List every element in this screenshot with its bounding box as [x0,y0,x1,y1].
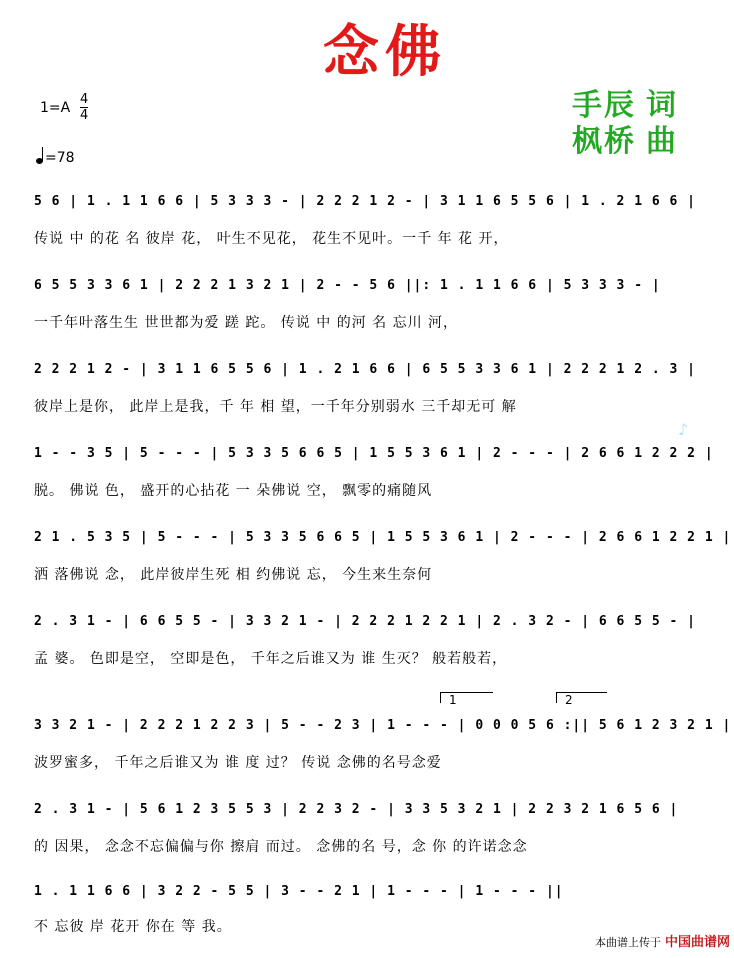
score-music-line: 5 6 | 1 . 1 1 6 6 | 5 3 3 3 - | 2 2 2 1 2 - | 3 1 1 6 5 5 6 | 1 . 2 1 6 6 | [34,194,696,209]
score-music-line: 2 . 3 1 - | 5 6 1 2 3 5 5 3 | 2 2 3 2 - | 3 3 5 3 2 1 | 2 2 3 2 1 6 5 6 | [34,802,679,817]
page-title: 念佛 [323,19,447,85]
score-music-line: 6 5 5 3 3 6 1 | 2 2 2 1 3 2 1 | 2 - - 5 6 ||: 1 . 1 1 6 6 | 5 3 3 3 - | [34,278,661,293]
score-music-line: 1 - - 3 5 | 5 - - - | 5 3 3 5 6 6 5 | 1 5 5 3 6 1 | 2 - - - | 2 6 6 1 2 2 2 | [34,446,714,461]
score-lyric-line: 传说 中 的花 名 彼岸 花， 叶生不见花， 花生不见叶。一千 年 花 开， [34,231,509,247]
score-music-line: 2 1 . 5 3 5 | 5 - - - | 5 3 3 5 6 6 5 | 1 5 5 3 6 1 | 2 - - - | 2 6 6 1 2 2 1 | [34,530,732,545]
credits [572,88,688,160]
second-ending-bracket: 2 [556,692,607,703]
time-signature-bottom: 4 [80,108,89,123]
composer-credit [572,124,688,160]
footer [595,931,730,950]
lyricist-credit [572,88,688,124]
tempo-marking [36,150,75,166]
score-lyric-line: 的 因果， 念念不忘偏偏与你 擦肩 而过。 念佛的名 号，念 你 的许诺念念 [34,839,528,855]
score-lyric-line: 孟 婆。 色即是空， 空即是色， 千年之后谁又为 谁 生灭？ 般若般若， [34,651,508,667]
footer-note: 本曲谱上传于 [594,936,661,949]
lyricist-role: 词 [646,88,678,123]
key-signature: 1=A [40,100,71,116]
score-lyric-line: 洒 落佛说 念， 此岸彼岸生死 相 约佛说 忘， 今生来生奈何 [34,567,433,583]
composer-role: 曲 [646,124,678,159]
score-lyric-line: 彼岸上是你， 此岸上是我，千 年 相 望，一千年分别弱水 三千却无可 解 [34,399,517,415]
score-lyric-line: 一千年叶落生生 世世都为爱 蹉 跎。 传说 中 的河 名 忘川 河， [34,315,459,331]
composer-name: 枫桥 [572,124,636,159]
score-music-line: 2 2 2 1 2 - | 3 1 1 6 5 5 6 | 1 . 2 1 6 6 | 6 5 5 3 3 6 1 | 2 2 2 1 2 . 3 | [34,362,696,377]
score-music-line: 3 3 2 1 - | 2 2 2 1 2 2 3 | 5 - - 2 3 | 1 - - - | 0 0 0 5 6 :|| 5 6 1 2 3 2 1 | [34,718,732,733]
score-lyric-line: 波罗蜜多， 千年之后谁又为 谁 度 过？ 传说 念佛的名号念爱 [34,755,442,771]
site-logo[interactable]: 中国曲谱网 [664,935,730,950]
tempo-value: =78 [45,150,75,166]
score-music-line: 1 . 1 1 6 6 | 3 2 2 - 5 5 | 3 - - 2 1 | 1 - - - | 1 - - - || [34,884,564,899]
score-lyric-line: 不 忘彼 岸 花开 你在 等 我。 [34,919,232,935]
first-ending-bracket: 1 [440,692,493,703]
time-signature [80,92,88,123]
score-lyric-line: 脱。 佛说 色， 盛开的心拈花 一 朵佛说 空， 飘零的痛随风 [34,483,433,499]
faint-mark-icon: ♪ [678,420,689,439]
time-signature-top: 4 [80,92,89,107]
score-music-line: 2 . 3 1 - | 6 6 5 5 - | 3 3 2 1 - | 2 2 2 1 2 2 1 | 2 . 3 2 - | 6 6 5 5 - | [34,614,696,629]
lyricist-name: 手辰 [572,88,636,123]
quarter-note-icon [36,158,43,164]
